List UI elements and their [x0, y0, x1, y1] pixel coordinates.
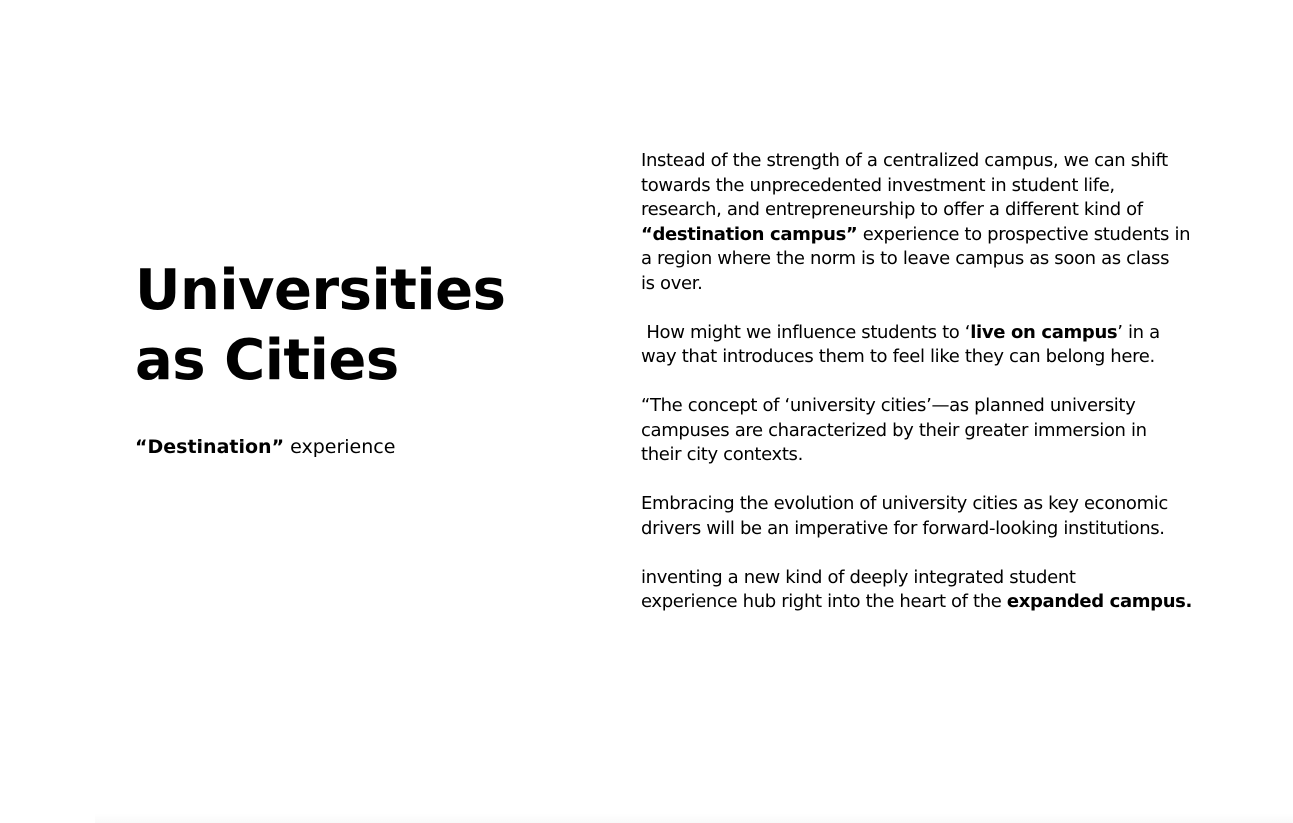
- text-line: inventing a new kind of deeply integrated student: [641, 566, 1076, 588]
- text-line: a region where the norm is to leave campus as soon as class: [641, 248, 1170, 269]
- text-run: How might we influence students to ‘: [641, 321, 971, 343]
- text-run: experience hub right into the heart of the: [641, 591, 1007, 612]
- paragraph-1: [641, 149, 1221, 296]
- slide-title: [135, 256, 575, 396]
- slide-edge-shadow: [95, 813, 1293, 823]
- subtitle-bold: “Destination”: [135, 436, 285, 458]
- text-line: [641, 321, 1221, 346]
- text-line: Embracing the evolution of university cities as key economic: [641, 493, 1168, 514]
- bold-phrase: “destination campus”: [641, 223, 858, 245]
- text-run: ’ in a: [1117, 321, 1160, 343]
- paragraph-4: [641, 492, 1221, 541]
- text-run: experience to prospective students in: [857, 223, 1191, 245]
- text-line: Instead of the strength of a centralized campus, we can shift: [641, 150, 1168, 171]
- text-line: drivers will be an imperative for forward-looking institutions.: [641, 517, 1165, 539]
- slide-header: [135, 256, 575, 460]
- text-line: “The concept of ‘university cities’—as planned university: [641, 395, 1136, 416]
- paragraph-2: [641, 321, 1221, 370]
- title-line-1: Universities: [135, 258, 506, 323]
- text-line: way that introduces them to feel like they can belong here.: [641, 346, 1155, 367]
- text-line: [641, 223, 1221, 248]
- slide-subtitle: [135, 434, 575, 460]
- text-line: their city contexts.: [641, 444, 803, 465]
- paragraph-3: [641, 394, 1221, 468]
- text-line: [641, 590, 1221, 615]
- title-line-2: as Cities: [135, 328, 399, 393]
- text-line: research, and entrepreneurship to offer a different kind of: [641, 199, 1143, 220]
- body-text: [641, 149, 1221, 639]
- subtitle-rest: experience: [284, 436, 396, 458]
- bold-phrase: live on campus: [970, 321, 1118, 343]
- text-line: is over.: [641, 272, 703, 294]
- bold-phrase: expanded campus.: [1006, 591, 1193, 612]
- paragraph-5: [641, 566, 1221, 615]
- text-line: campuses are characterized by their greater immersion in: [641, 419, 1147, 441]
- text-line: towards the unprecedented investment in student life,: [641, 174, 1115, 196]
